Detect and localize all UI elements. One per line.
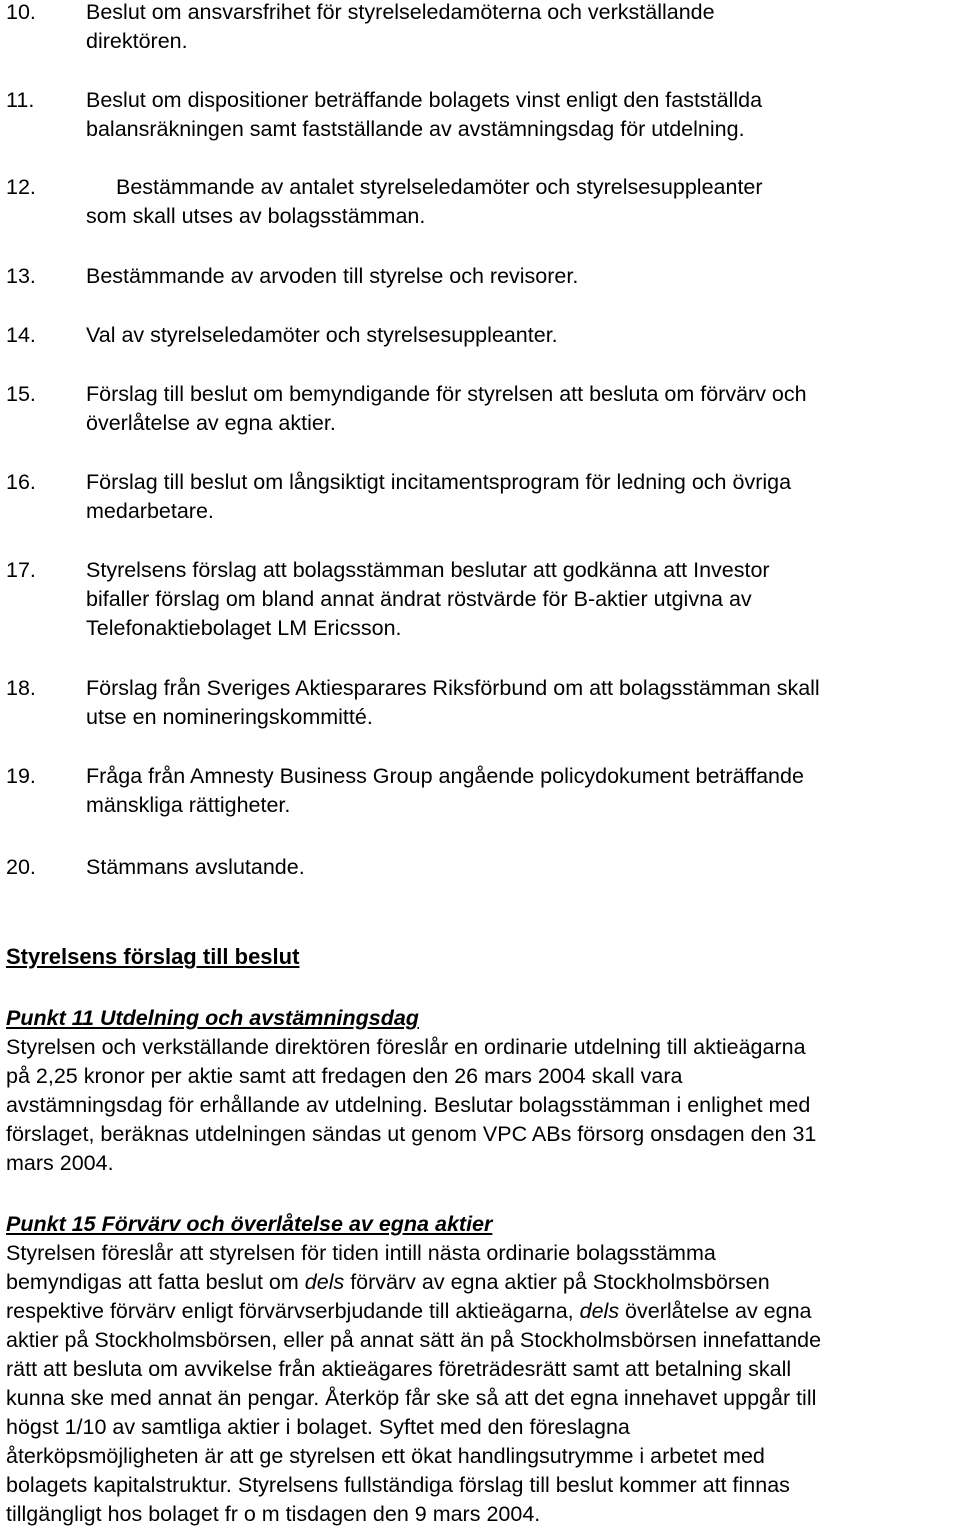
agenda-number: 20. (6, 855, 36, 879)
agenda-text (86, 762, 956, 820)
body-line (6, 1297, 960, 1326)
body-line: högst 1/10 av samtliga aktier i bolaget. Syftet med den föreslagna (6, 1415, 630, 1439)
punkt-11-section (6, 1004, 960, 1178)
agenda-text (86, 853, 956, 882)
agenda-line: mänskliga rättigheter. (86, 793, 291, 817)
agenda-item-11 (0, 86, 960, 144)
agenda-number: 15. (6, 382, 36, 406)
agenda-item-15 (0, 380, 960, 438)
punkt-11-title: Punkt 11 Utdelning och avstämningsdag (6, 1006, 419, 1030)
agenda-line: som skall utses av bolagsstämman. (86, 204, 426, 228)
agenda-line: Bestämmande av antalet styrelseledamöter och styrelsesuppleanter (116, 175, 763, 199)
agenda-item-16 (0, 468, 960, 526)
agenda-text (86, 321, 956, 350)
agenda-number: 11. (6, 88, 35, 112)
agenda-item-17 (0, 556, 960, 643)
agenda-line: direktören. (86, 29, 188, 53)
body-text: respektive förvärv enligt förvärvserbjudande till aktieägarna, (6, 1299, 580, 1323)
agenda-line: Bestämmande av arvoden till styrelse och revisorer. (86, 264, 579, 288)
body-line: mars 2004. (6, 1151, 114, 1175)
agenda-text (86, 468, 956, 526)
agenda-line: Förslag från Sveriges Aktiesparares Riksförbund om att bolagsstämman skall (86, 676, 820, 700)
body-line: kunna ske med annat än pengar. Återköp får ske så att det egna innehavet uppgår till (6, 1386, 817, 1410)
agenda-number: 13. (6, 264, 36, 288)
agenda-line: utse en nomineringskommitté. (86, 705, 373, 729)
agenda-number: 17. (6, 558, 36, 582)
body-text: förvärv av egna aktier på Stockholmsbörsen (344, 1270, 770, 1294)
body-line: förslaget, beräknas utdelningen sändas ut genom VPC ABs försorg onsdagen den 31 (6, 1122, 817, 1146)
agenda-line: Förslag till beslut om långsiktigt incitamentsprogram för ledning och övriga (86, 470, 792, 494)
agenda-line: Val av styrelseledamöter och styrelsesuppleanter. (86, 323, 558, 347)
agenda-text (86, 556, 956, 643)
agenda-line: Förslag till beslut om bemyndigande för styrelsen att besluta om förvärv och (86, 382, 807, 406)
section-heading: Styrelsens förslag till beslut (6, 944, 300, 969)
agenda-line: Beslut om ansvarsfrihet för styrelseledamöterna och verkställande (86, 0, 715, 24)
agenda-item-18 (0, 674, 960, 732)
body-line: tillgängligt hos bolaget fr o m tisdagen den 9 mars 2004. (6, 1502, 541, 1526)
agenda-number: 16. (6, 470, 36, 494)
agenda-item-19 (0, 762, 960, 820)
body-line: på 2,25 kronor per aktie samt att fredagen den 26 mars 2004 skall vara (6, 1064, 683, 1088)
punkt-15-body (6, 1239, 960, 1529)
agenda-line: Stämmans avslutande. (86, 855, 305, 879)
body-line: återköpsmöjligheten är att ge styrelsen ett ökat handlingsutrymme i arbetet med (6, 1444, 765, 1468)
punkt-15-section (6, 1210, 960, 1529)
emphasis-text: dels (579, 1299, 620, 1323)
agenda-text (86, 86, 956, 144)
body-line: avstämningsdag för erhållande av utdelning. Beslutar bolagsstämman i enlighet med (6, 1093, 811, 1117)
agenda-number: 14. (6, 323, 36, 347)
agenda-item-10 (0, 0, 960, 56)
agenda-number: 12. (6, 175, 36, 199)
body-text: bemyndigas att fatta beslut om (6, 1270, 305, 1294)
body-line: bolagets kapitalstruktur. Styrelsens fullständiga förslag till beslut kommer att finnas (6, 1473, 790, 1497)
agenda-number: 18. (6, 676, 36, 700)
agenda-text (86, 380, 956, 438)
body-line: rätt att besluta om avvikelse från aktieägares företrädesrätt samt att betalning skall (6, 1357, 792, 1381)
agenda-line: balansräkningen samt fastställande av avstämningsdag för utdelning. (86, 117, 745, 141)
emphasis-text: dels (304, 1270, 345, 1294)
body-line: Styrelsen och verkställande direktören föreslår en ordinarie utdelning till aktieägarna (6, 1035, 806, 1059)
agenda-text (86, 173, 956, 231)
agenda-line: Fråga från Amnesty Business Group angående policydokument beträffande (86, 764, 804, 788)
agenda-line: Telefonaktiebolaget LM Ericsson. (86, 616, 402, 640)
agenda-number: 19. (6, 764, 36, 788)
agenda-item-13 (0, 262, 960, 291)
agenda-line: bifaller förslag om bland annat ändrat röstvärde för B-aktier utgivna av (86, 587, 752, 611)
body-line: Styrelsen föreslår att styrelsen för tiden intill nästa ordinarie bolagsstämma (6, 1241, 716, 1265)
body-text: överlåtelse av egna (619, 1299, 812, 1323)
punkt-15-title: Punkt 15 Förvärv och överlåtelse av egna aktier (6, 1212, 493, 1236)
body-line (6, 1268, 960, 1297)
agenda-item-14 (0, 321, 960, 350)
agenda-line: Beslut om dispositioner beträffande bolagets vinst enligt den fastställda (86, 88, 763, 112)
agenda-line: överlåtelse av egna aktier. (86, 411, 336, 435)
agenda-text (86, 674, 956, 732)
agenda-item-20 (0, 853, 960, 882)
agenda-text (86, 0, 956, 56)
agenda-text (86, 262, 956, 291)
agenda-item-12 (0, 173, 960, 231)
agenda-number: 10. (6, 0, 36, 24)
agenda-line: medarbetare. (86, 499, 214, 523)
punkt-11-body (6, 1033, 960, 1178)
body-line: aktier på Stockholmsbörsen, eller på annat sätt än på Stockholmsbörsen innefattande (6, 1328, 822, 1352)
agenda-line: Styrelsens förslag att bolagsstämman beslutar att godkänna att Investor (86, 558, 770, 582)
